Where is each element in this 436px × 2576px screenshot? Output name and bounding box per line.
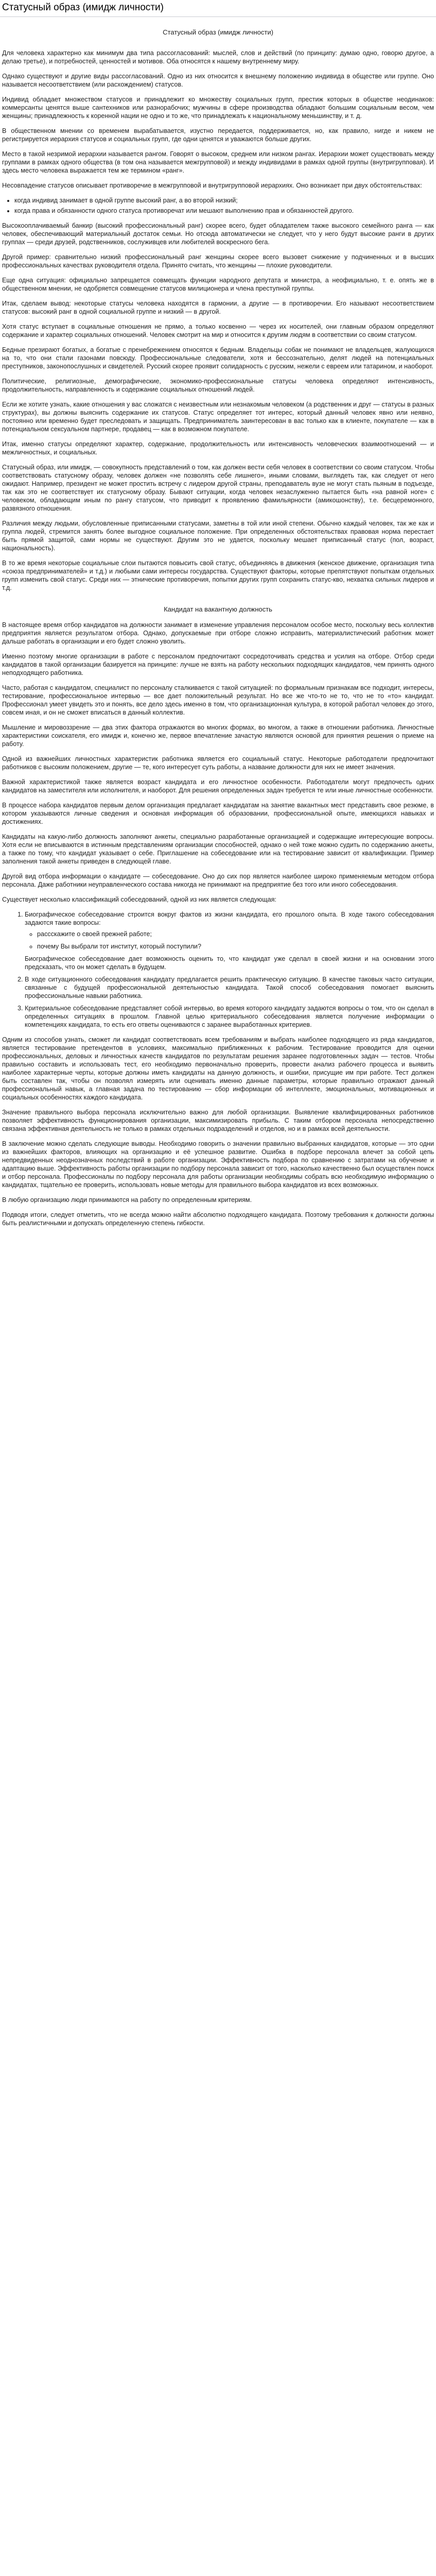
paragraph: Если же хотите узнать, какие отношения у вас сложатся с неизвестным или незнакомым человеком (а родственник и друг — статусы в разных структурах), вы должны выяснить содержание их статусов. Статус определяет тот интерес, который данный человек явно или неявно, постоянно или временно будет преследовать и защищать. Предприниматель заинтересован в вас только как в клиенте, покупателе — как в потенциальном сексуальном партнере, продавец — как в возможном покупателе. — [2, 401, 434, 433]
paragraph: В заключение можно сделать следующие выводы. Необходимо говорить о значении правильно выбранных кандидатов, которые — это одни из важнейших факторов, влияющих на организацию и её успешное развитие. Ошибка в подборе персонала влечет за собой цепь непредвиденных неоднозначных последствий в работе организации. Эффективность подбора по сравнению с затратами на обучение и адаптацию выше. Эффективность работы организации по подбору персонала зависит от того, насколько качественно был осуществлен поиск и отбор персонала. Профессионалы по подбору персонала для работы организации необходимы собрать всю необходимую информацию о кандидатах, тщательно ее проверить, использовать новые методы для правильного выбора кандидатов из всех возможных. — [2, 1140, 434, 1189]
paragraph: Кандидаты на какую-либо должность заполняют анкеты, специально разработанные организацией и содержащие интересующие вопросы. Хотя если не вписываются в истинным представлениям организации способностей, однако о ней тоже можно судить по содержанию анкеты, а также по тому, что кандидат указывает о себе. Приглашение на собеседование или на тестирование зависит от квалификации. Пример заполнения такой анкеты приведен в следующей главе. — [2, 833, 434, 865]
paragraph: Политические, религиозные, демографические, экономико-профессиональные статусы человека определяют интенсивность, продолжительность, направленность и содержание социальных отношений людей. — [2, 378, 434, 393]
list-item-text: В ходе ситуационного собеседования кандидату предлагается решить практическую ситуацию. В качестве таковых часто ситуации, связанные с будущей профессиональной деятельностью кандидата. Такой способ собеседования помогает выяснить профессиональные навыки работника. — [25, 976, 434, 999]
paragraph: Место в такой незримой иерархии называется рангом. Говорят о высоком, среднем или низком рангах. Иерархии может существовать между группами в рамках одного общества (в том она называется межгрупповой) и между индивидами в рамках одной группы (внутригрупповая). И здесь место человека выражается тем же термином «ранг». — [2, 150, 434, 174]
paragraph: Итак, именно статусы определяют характер, содержание, продолжительность или интенсивность человеческих взаимоотношений — и межличностных, и социальных. — [2, 440, 434, 456]
list-item-text: Биографическое собеседование дает возможность оценить то, что кандидат уже сделал в своей жизни и на основании этого предсказать, что он может сделать в будущем. — [25, 955, 434, 971]
section-heading-status-image: Статусный образ (имидж личности) — [163, 28, 273, 36]
paragraph: Подводя итоги, следует отметить, что не всегда можно найти абсолютно подходящего кандидата. Поэтому требования к должности должны быть реалистичными и допускать определенную степень гибкости. — [2, 1211, 434, 1227]
section-heading-vacancy-candidate: Кандидат на вакантную должность — [164, 605, 272, 613]
list-item: ◦ рассскажите о своей прежней работе; — [37, 930, 434, 938]
paragraph: Значение правильного выбора персонала исключительно важно для любой организации. Выявление квалифицированных работников позволяет эффективность функционирования организации, максимизировать прибыль. С таким отбором персонала непосредственно связана эффективная деятельность не только в рамках отдельных подразделений и отделов, но и в рамках всей деятельности. — [2, 1109, 434, 1132]
paragraph: В настоящее время отбор кандидатов на должности занимает в изменение управления персоналом особое место, поскольку весь коллектив предприятия является результатом отбора. Однако, допускаемые при отборе сложно исправить, материалистический работник может дальше работать в организации и его будет сложно уволить. — [2, 621, 434, 645]
paragraph: Другой вид отбора информации о кандидате — собеседование. Оно до сих пор является наиболее широко применяемым методом отбора персонала. Даже работники неуправленческого состава никогда не принимают на предприятие без того или иного собеседования. — [2, 873, 434, 888]
paragraph: Индивид обладает множеством статусов и принадлежит ко множеству социальных групп, престиж которых в обществе неодинаков: коммерсанты ценятся выше сантехников или разнорабочих; мужчины в сфере производства обладают большим социальным весом, чем женщины; принадлежность к коренной нации не одно и то же, что принадлежать к национальному меньшинству, и т. д. — [2, 96, 434, 120]
paragraph: Мышление и мировоззрение — два этих фактора отражаются во многих формах, во многом, а также в отношении работника. Личностные характеристики соискателя, его имидж и, конечно же, первое впечатление зачастую являются основой для принятия решения о приеме на работу. — [2, 724, 434, 748]
paragraph: Однако существуют и другие виды рассогласований. Одно из них относится к внешнему положению индивида в обществе или группе. Оно называется несоответствием (или расхождением) статусов. — [2, 73, 434, 88]
list-item — [25, 975, 434, 1000]
paragraph: Существует несколько классификаций собеседований, одной из них является следующая: — [2, 896, 276, 903]
paragraph: Для человека характерно как минимум два типа рассогласований: мыслей, слов и действий (по принципу: думаю одно, говорю другое, а делаю третье), и потребностей, ценностей и мотивов. Оба относятся к нашему внутреннему миру. — [2, 49, 434, 65]
list-item — [25, 1004, 434, 1029]
bullet-list — [25, 930, 434, 951]
document-body — [0, 17, 436, 1227]
list-item: ◦ почему Вы выбрали тот институт, который поступили? — [37, 942, 434, 951]
paragraph: Часто, работая с кандидатом, специалист по персоналу сталкивается с такой ситуацией: по формальным признакам все подходит, интересы, тестирование, профессиональное интервью — все дает положительный результат. Но все же что-то не то, что не то «то» кандидат. Профессионал умеет увидеть это и понять, все дело здесь именно в том, что организационная культура, в которой работал человек до этого, совсем иная, и он не сможет вписаться в данный коллектив. — [2, 684, 434, 716]
page — [0, 0, 436, 1244]
paragraph: В то же время некоторые социальные слои пытаются повысить свой статус, объединяясь в движения (женское движение, организация типа «союза предпринимателей» и т.д.) и любыми сами интересы государства. Существуют факторы, которые препятствуют попыткам отдельных групп изменить свой статус. Среди них — этнические противоречия, попытки других групп сохранить статус-кво, нехватка сильных лидеров и т.д. — [2, 560, 434, 591]
paragraph: Бедные презирают богатых, а богатые с пренебрежением относятся к бедным. Владельцы собак не понимают не владельцев, жалующихся на то, что они стали газонами повсюду. Профессиональные следователи, хотя и бессознательно, делят людей на потенциальных преступников, законопослушных и свидетелей. Русский скорее проявит солидарность с русским, нежели с евреем или татарином, и наоборот. — [2, 346, 434, 370]
paragraph: В общественном мнении со временем вырабатывается, изустно передается, поддерживается, но, как правило, нигде и никем не регистрируется иерархия статусов и социальных групп, где одни ценятся и уважаются больше других. — [2, 127, 434, 143]
paragraph: В любую организацию люди принимаются на работу по определенным критериям. — [2, 1196, 252, 1204]
paragraph: Различия между людьми, обусловленные приписанными статусами, заметны в той или иной степени. Обычно каждый человек, так же как и группа людей, стремится занять более выгодное социальное положение. При определенных обстоятельствах правовая норма перестает быть прямой защитой, сами нормы не существуют. Другим это не удается, поскольку мешает приписанный статус (пол, возраст, национальность). — [2, 520, 434, 552]
bullet-list — [2, 196, 434, 215]
list-item — [25, 910, 434, 971]
document-title: Статусный образ (имидж личности) — [0, 0, 436, 17]
paragraph: Статусный образ, или имидж, — совокупность представлений о том, как должен вести себя человек в соответствии со своим статусом. Чтобы соответствовать статусному образу, человек должен «не позволять себе лишнего», иными словами, выглядеть так, как следует от него ожидают. Например, президент не может простить встречу с лидером другой страны, преподаватель вузе не могут стать пьяным в подъезде, так как это не соответствует их статусному образу. Бывают ситуации, когда человек незаслуженно пытается быть «на равной ноге» с человеком, обладающим иным по рангу статусом, что приводит к проявлению фамильярности (амикошонству), т.е. бесцеремонного, развязного отношения. — [2, 464, 434, 512]
paragraph: Итак, сделаем вывод: некоторые статусы человека находятся в гармонии, а другие — в противоречии. Его называют несоответствием статусов: высокий ранг в одной социальной группе и низкий — в другой. — [2, 300, 434, 315]
list-item-text: Критериальное собеседование представляет собой интервью, во время которого кандидату задаются вопросы о том, что он сделал в определенных ситуациях в прошлом. Главной целью критериального собеседования является получение информации о компетенциях кандидата, то есть его ответы оцениваются с заранее выработанных критериев. — [25, 1005, 434, 1028]
paragraph: Одной из важнейших личностных характеристик работника является его социальный статус. Некоторые работодатели предпочитают работников с высоким положением, другие — те, кого интересует суть работы, а название должности для них не имеет значения. — [2, 755, 434, 771]
paragraph: Важной характеристикой также является возраст кандидата и его личностное особенности. Работодатели могут предпочесть одних кандидатов на заместителя или исполнителя, и наоборот. Для решения определенных задач требуется те или иные личностные особенности. — [2, 778, 434, 794]
paragraph: Несовпадение статусов описывает противоречие в межгрупповой и внутригрупповой иерархиях. Оно возникает при двух обстоятельствах: — [2, 182, 422, 189]
paragraph: Именно поэтому многие организации в работе с персоналом предпочитают сосредоточивать средства и усилия на отборе. Отбор среди кандидатов в такой организации базируется на принципе: лучше не взять на работу нескольких подходящих кандидатов, чем принять одного неподходящего работника. — [2, 653, 434, 676]
paragraph: Еще одна ситуация: официально запрещается совмещать функции народного депутата и министра, а неофициально, т. е. опять же в общественном мнении, не одобряется совмещение статусов милиционера и члена преступной группы. — [2, 277, 434, 292]
paragraph: Высокооплачиваемый банкир (высокий профессиональный ранг) скорее всего, будет обладателем также высокого семейного ранга — как человек, обеспечивающий материальный достаток семьи. Но отсюда автоматически не следует, что у него будут высокие ранги в других группах — среди друзей, родственников, сослуживцев или любителей воскресного бега. — [2, 222, 434, 246]
paragraph: Хотя статус вступает в социальные отношения не прямо, а только косвенно — через их носителей, они главным образом определяют содержание и характер социальных отношений. Человек смотрит на мир и относится к другим людям в соответствии со своим статусом. — [2, 323, 434, 338]
paragraph: Другой пример: сравнительно низкий профессиональный ранг женщины скорее всего вызовет снижение у подчиненных и в высших профессиональных качествах руководителя отдела. Принято считать, что женщины — плохие руководители. — [2, 253, 434, 269]
paragraph: Одним из способов узнать, сможет ли кандидат соответствовать всем требованиям и выбрать наиболее подходящего из ряда кандидатов, является тестирование претендентов в условиях, максимально приближенных к рабочим. Тестирование проводится для оценки профессиональных, деловых и личностных качеств кандидатов по результатам решения заранее подготовленных задач — тестов. Чтобы правильно составить и использовать тест, его необходимо первоначально проверить, провести анализ рабочего процесса и выявить наиболее характерные черты, которые должны иметь кандидаты на данную должность, и ошибки, присущие им при работе. Тест должен быть составлен так, чтобы он позволял измерять или оценивать именно данные параметры, которые правильно отражают данный профессиональный навык, а главная задача по тестированию — сбор информации об интеллекте, эмоциональных, мотивационных и социальных особенностях каждого кандидата. — [2, 1036, 434, 1101]
list-item: • когда индивид занимает в одной группе высокий ранг, а во второй низкий; — [14, 196, 434, 205]
list-item: • когда права и обязанности одного статуса противоречат или мешают выполнению прав и обязанностей другого. — [14, 207, 434, 215]
numbered-list — [2, 910, 434, 1029]
paragraph: В процессе набора кандидатов первым делом организация предлагает кандидатам на занятие вакантных мест представить свое резюме, в котором указываются личные сведения и основная информация об образовании, профессиональной опыте, имеющихся навыках и достижениях. — [2, 802, 434, 825]
list-item-text: Биографическое собеседование строится вокруг фактов из жизни кандидата, его прошлого опыта. В ходе такого собеседования задаются такие вопросы: — [25, 911, 434, 926]
